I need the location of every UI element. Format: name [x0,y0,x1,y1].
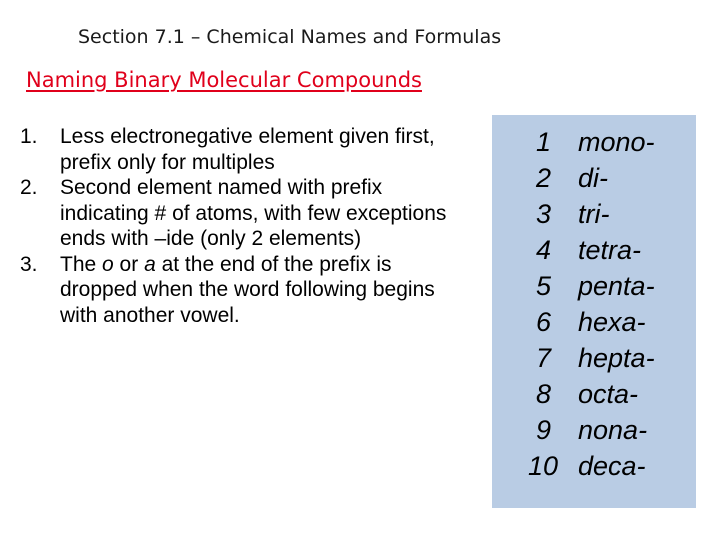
prefix-row [492,376,696,412]
prefix-name: tetra- [578,235,642,265]
prefix-number: 4 [536,235,552,265]
rule-italic-a: a [144,252,156,276]
rule-text [60,252,465,329]
prefix-row [492,340,696,376]
prefix-row [492,232,696,268]
prefix-name: deca- [578,451,646,481]
rule-text: Less electronegative element given first, prefix only for multiples [60,125,435,174]
rule-number: 2. [20,176,38,199]
rule-number: 3. [20,252,38,276]
rule-text: Second element named with prefix indicating # of atoms, with few exceptions ends with –ide (only 2 elements) [60,176,447,250]
prefix-row [492,412,696,448]
prefix-name: mono- [578,127,655,157]
list-item [20,175,465,252]
prefix-name: hexa- [578,307,646,337]
list-item [20,252,465,329]
prefix-row [492,196,696,232]
prefix-row [492,124,696,160]
rule-italic-o: o [102,252,114,276]
prefix-number: 10 [528,451,559,481]
prefix-number: 2 [536,163,552,193]
rule-text-before: The [60,252,103,276]
list-item [20,124,465,175]
rule-text-mid: or [113,252,145,276]
prefix-number: 1 [536,127,552,157]
prefix-name: penta- [578,271,655,301]
prefix-row [492,268,696,304]
prefix-number: 3 [536,199,552,229]
prefix-row [492,448,696,484]
prefix-name: tri- [578,199,610,229]
prefix-number: 6 [536,307,552,337]
prefix-number: 5 [536,271,552,301]
prefix-row [492,160,696,196]
prefix-row [492,304,696,340]
rule-text-after: at the end of the prefix is dropped when the word following begins with another vowel. [60,252,435,327]
rules-list [20,124,465,328]
prefix-name: octa- [578,379,639,409]
prefix-name: nona- [578,415,648,445]
prefix-name: di- [578,163,609,193]
prefix-table [492,115,696,508]
slide-title: Section 7.1 – Chemical Names and Formulas [78,26,502,48]
prefix-number: 9 [536,415,552,445]
prefix-number: 7 [536,343,552,373]
slide-subtitle: Naming Binary Molecular Compounds [26,68,422,92]
prefix-name: hepta- [578,343,655,373]
rule-number: 1. [20,125,38,148]
prefix-number: 8 [536,379,552,409]
